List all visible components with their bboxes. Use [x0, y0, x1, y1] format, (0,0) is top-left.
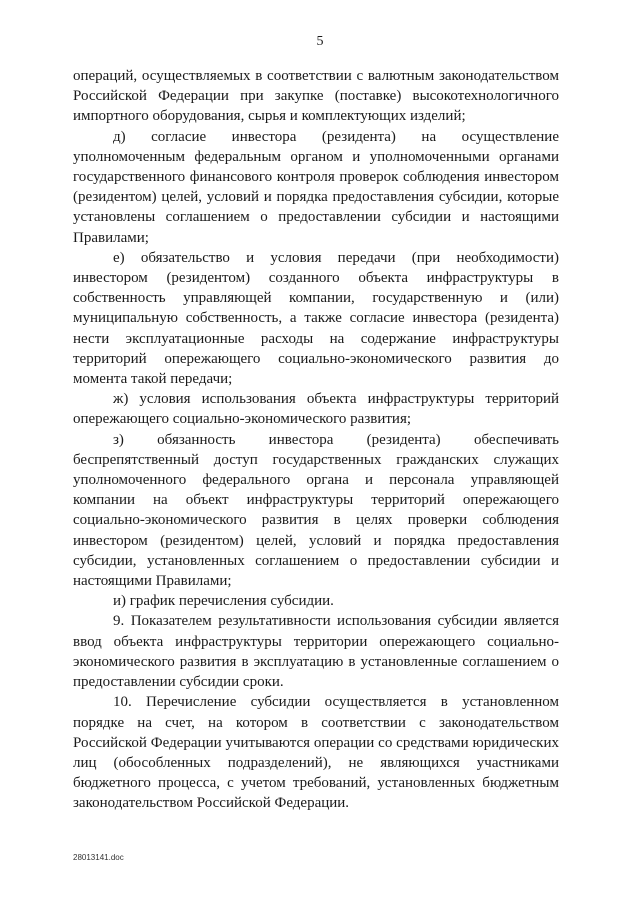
paragraph-item-zh: ж) условия использования объекта инфраструктуры территорий опережающего социально-экономического развития;: [73, 391, 559, 428]
page-number: 5: [316, 34, 324, 49]
paragraph-item-i: и) график перечисления субсидии.: [113, 593, 334, 610]
paragraph-item-d: д) согласие инвестора (резидента) на осуществление уполномоченным федеральным органом и уполномоченными органами государственного финансового контроля проверок соблюдения инвестором (резидентом) целей, условий и порядка предоставления субсидии, которые установлены соглашением о предоставлении субсидии и настоящими Правилами;: [73, 128, 559, 246]
document-body: [73, 66, 559, 814]
document-file-code: 28013141.doc: [73, 853, 124, 862]
paragraph-9: 9. Показателем результативности использования субсидии является ввод объекта инфраструктуры территории опережающего социально-экономического развития в эксплуатацию в установленные соглашением о предоставлении субсидии сроки.: [73, 613, 559, 691]
paragraph-item-z: з) обязанность инвестора (резидента) обеспечивать беспрепятственный доступ государственных гражданских служащих уполномоченного федерального органа и персонала управляющей компании на объект инфраструктуры территорий опережающего социально-экономического развития в целях проверки соблюдения инвестором (резидентом) целей, условий и порядка предоставления субсидии, установленных соглашением о предоставлении субсидии и настоящими Правилами;: [73, 431, 559, 590]
paragraph-continuation: операций, осуществляемых в соответствии с валютным законодательством Российской Федерации при закупке (поставке) высокотехнологичного импортного оборудования, сырья и комплектующих изделий;: [73, 68, 559, 125]
paragraph-10: 10. Перечисление субсидии осуществляется в установленном порядке на счет, на котором в соответствии с законодательством Российской Федерации учитываются операции со средствами юридических лиц (обособленных подразделений), не являющихся участниками бюджетного процесса, с учетом требований, установленных бюджетным законодательством Российской Федерации.: [73, 694, 559, 812]
paragraph-item-e: е) обязательство и условия передачи (при необходимости) инвестором (резидентом) созданного объекта инфраструктуры в собственность управляющей компании, государственную и (или) муниципальную собственность, а также согласие инвестора (резидента) нести эксплуатационные расходы на содержание инфраструктуры территорий опережающего социально-экономического развития до момента такой передачи;: [73, 249, 559, 388]
